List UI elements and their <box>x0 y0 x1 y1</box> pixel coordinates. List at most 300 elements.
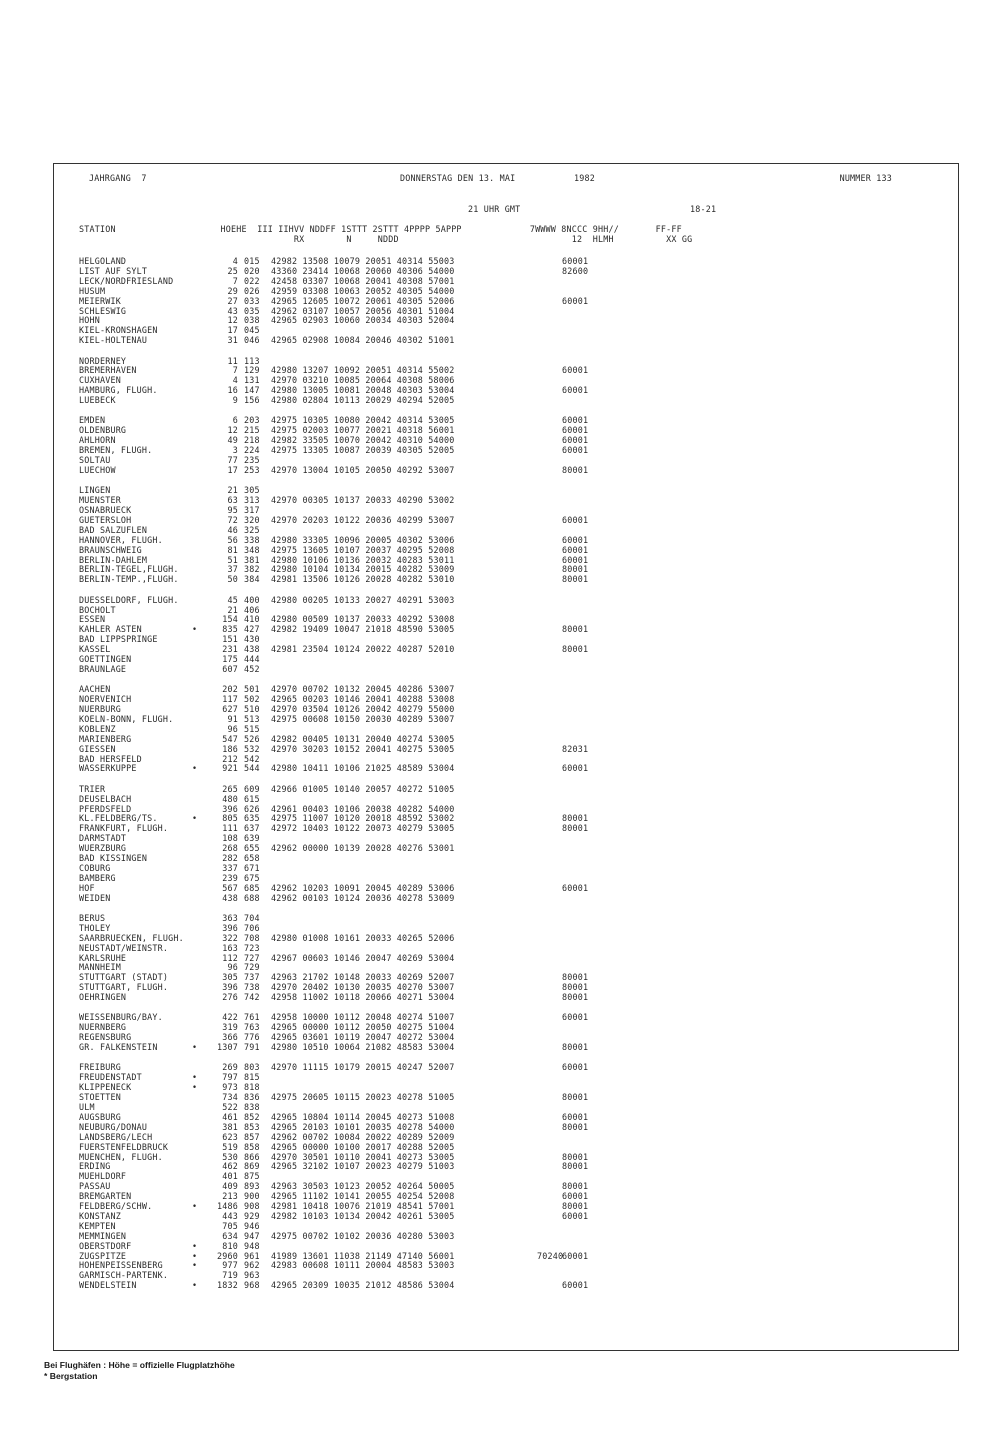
station-number: 706 <box>244 922 260 933</box>
station-row <box>54 1102 958 1112</box>
synop-groups: 42962 00702 10084 20022 40289 52009 <box>271 1131 455 1142</box>
cloud-group: 60001 <box>562 1062 589 1073</box>
station-number: 131 <box>244 375 260 386</box>
station-number: 908 <box>244 1201 260 1211</box>
station-number: 947 <box>244 1230 260 1241</box>
station-name: MARIENBERG <box>79 733 132 744</box>
station-name: PFERDSFELD <box>79 803 132 814</box>
synop-groups: 42981 23504 10124 20022 40287 52010 <box>271 644 455 655</box>
station-number: 253 <box>244 464 260 475</box>
synop-groups: 42975 13305 10087 20039 40305 52005 <box>271 445 455 456</box>
cloud-group: 60001 <box>562 1250 589 1261</box>
station-height: 381 <box>222 1121 238 1132</box>
station-height: 269 <box>222 1062 238 1073</box>
station-row <box>54 545 958 555</box>
station-row <box>54 306 958 316</box>
cloud-group: 60001 <box>562 365 589 376</box>
report-year: 1982 <box>574 173 595 183</box>
station-name: WENDELSTEIN <box>79 1280 137 1291</box>
station-height: 401 <box>222 1171 238 1182</box>
cloud-group: 80001 <box>562 464 589 475</box>
station-name: KONSTANZ <box>79 1210 121 1221</box>
station-number: 803 <box>244 1062 260 1073</box>
station-height: 212 <box>222 753 238 764</box>
station-name: NEUSTADT/WEINSTR. <box>79 942 169 953</box>
station-number: 452 <box>244 663 260 674</box>
station-name: BERUS <box>79 912 106 923</box>
station-number: 427 <box>244 624 260 635</box>
synop-groups: 42972 10403 10122 20073 40279 53005 <box>271 823 455 834</box>
station-row <box>54 1171 958 1181</box>
station-row <box>54 1241 958 1251</box>
station-name: WASSERKUPPE <box>79 763 137 774</box>
station-row <box>54 385 958 395</box>
station-name: GUETERSLOH <box>79 514 132 525</box>
station-height: 607 <box>222 663 238 674</box>
station-number: 147 <box>244 385 260 396</box>
synop-groups: 42963 21702 10148 20033 40269 52007 <box>271 972 455 983</box>
mountain-marker: • <box>192 813 198 824</box>
cloud-group: 80001 <box>562 644 589 655</box>
station-number: 875 <box>244 1171 260 1182</box>
station-name: LECK/NORDFRIESLAND <box>79 275 174 286</box>
cloud-group: 60001 <box>562 1191 589 1202</box>
station-row <box>54 415 958 425</box>
station-row <box>54 664 958 674</box>
station-name: AACHEN <box>79 684 111 695</box>
station-row <box>54 1191 958 1201</box>
station-number: 857 <box>244 1131 260 1142</box>
cloud-group: 80001 <box>562 1092 589 1103</box>
station-row <box>54 853 958 863</box>
station-row <box>54 535 958 545</box>
station-number: 708 <box>244 932 260 943</box>
station-name: BAD SALZUFLEN <box>79 524 148 535</box>
station-row <box>54 744 958 754</box>
synop-groups: 42980 01008 10161 20033 40265 52006 <box>271 932 455 943</box>
station-name: BERLIN-TEGEL,FLUGH. <box>79 564 179 575</box>
station-number: 325 <box>244 524 260 535</box>
station-name: AHLHORN <box>79 435 116 446</box>
station-number: 513 <box>244 713 260 724</box>
cloud-group: 60001 <box>562 445 589 456</box>
station-height: 81 <box>227 544 238 555</box>
cloud-group: 60001 <box>562 256 589 266</box>
synop-groups: 42970 00702 10132 20045 40286 53007 <box>271 684 455 695</box>
station-height: 1832 <box>217 1280 238 1291</box>
station-height: 17 <box>227 325 238 336</box>
station-height: 4 <box>232 256 238 266</box>
station-height: 95 <box>227 505 238 515</box>
station-name: GIESSEN <box>79 743 116 754</box>
mountain-marker: • <box>192 1082 198 1093</box>
station-row <box>54 913 958 923</box>
cloud-group: 60001 <box>562 544 589 555</box>
station-row <box>54 505 958 515</box>
station-name: KIEL-KRONSHAGEN <box>79 325 158 336</box>
station-number: 962 <box>244 1260 260 1271</box>
station-name: HANNOVER, FLUGH. <box>79 534 163 545</box>
observation-time: 21 UHR GMT <box>468 204 521 214</box>
station-name: AUGSBURG <box>79 1111 121 1122</box>
station-number: 658 <box>244 853 260 863</box>
synop-groups: 42962 03107 10057 20056 40301 51004 <box>271 305 455 316</box>
station-row <box>54 784 958 794</box>
station-height: 56 <box>227 534 238 545</box>
station-name: PASSAU <box>79 1181 111 1192</box>
station-name: HOF <box>79 882 95 893</box>
station-height: 461 <box>222 1111 238 1122</box>
station-height: 21 <box>227 485 238 496</box>
station-name: FELDBERG/SCHW. <box>79 1201 153 1211</box>
synop-groups: 42958 10000 10112 20048 40274 51007 <box>271 1012 455 1023</box>
station-name: WUERZBURG <box>79 843 127 854</box>
station-row <box>54 923 958 933</box>
station-row <box>54 794 958 804</box>
station-number: 035 <box>244 305 260 316</box>
station-height: 49 <box>227 435 238 446</box>
station-height: 117 <box>222 694 238 705</box>
mountain-marker: • <box>192 1280 198 1291</box>
synop-groups: 42975 20605 10115 20023 40278 51005 <box>271 1092 455 1103</box>
station-height: 530 <box>222 1151 238 1162</box>
station-number: 502 <box>244 694 260 705</box>
station-number: 866 <box>244 1151 260 1162</box>
station-name: OBERSTDORF <box>79 1240 132 1251</box>
station-row <box>54 843 958 853</box>
station-height: 268 <box>222 843 238 854</box>
station-row <box>54 654 958 664</box>
station-row <box>54 804 958 814</box>
synop-groups: 42982 19409 10047 21018 48590 53005 <box>271 624 455 635</box>
synop-groups: 42965 20309 10035 21012 48586 53004 <box>271 1280 455 1291</box>
station-number: 046 <box>244 335 260 346</box>
station-row <box>54 1032 958 1042</box>
station-number: 704 <box>244 912 260 923</box>
station-row <box>54 724 958 734</box>
station-name: KOELN-BONN, FLUGH. <box>79 713 174 724</box>
station-number: 838 <box>244 1102 260 1112</box>
cloud-group: 80001 <box>562 992 589 1003</box>
synop-groups: 43360 23414 10068 20060 40306 54000 <box>271 265 455 276</box>
station-row <box>54 1142 958 1152</box>
station-number: 430 <box>244 634 260 645</box>
station-name: GOETTINGEN <box>79 654 132 664</box>
station-number: 317 <box>244 505 260 515</box>
cloud-group: 80001 <box>562 1161 589 1172</box>
station-height: 409 <box>222 1181 238 1192</box>
station-row <box>54 694 958 704</box>
station-name: TRIER <box>79 783 106 794</box>
station-name: HOHENPEISSENBERG <box>79 1260 163 1271</box>
station-name: OLDENBURG <box>79 425 127 436</box>
synop-groups: 42970 00305 10137 20033 40290 53002 <box>271 495 455 506</box>
station-name: STUTTGART, FLUGH. <box>79 982 169 993</box>
station-height: 163 <box>222 942 238 953</box>
mountain-marker: • <box>192 763 198 774</box>
station-height: 337 <box>222 862 238 873</box>
station-height: 213 <box>222 1191 238 1202</box>
synop-groups: 42965 00203 10146 20041 40288 53008 <box>271 694 455 705</box>
synop-groups: 42970 03210 10085 20064 40308 58006 <box>271 375 455 386</box>
station-name: EMDEN <box>79 415 106 426</box>
synop-groups: 42970 30203 10152 20041 40275 53005 <box>271 743 455 754</box>
station-height: 46 <box>227 524 238 535</box>
synop-groups: 42965 20103 10101 20035 40278 54000 <box>271 1121 455 1132</box>
footnote-mountain-station: * Bergstation <box>44 1371 98 1381</box>
station-row <box>54 1251 958 1261</box>
cloud-group: 80001 <box>562 1042 589 1053</box>
synop-groups: 42965 00000 10100 20017 40288 52005 <box>271 1141 455 1152</box>
station-row <box>54 276 958 286</box>
station-height: 96 <box>227 723 238 734</box>
station-height: 9 <box>232 395 238 406</box>
cloud-group: 60001 <box>562 1210 589 1221</box>
station-row <box>54 595 958 605</box>
station-name: NUERNBERG <box>79 1022 127 1033</box>
synop-groups: 42963 30503 10123 20052 40264 50005 <box>271 1181 455 1192</box>
station-height: 29 <box>227 285 238 296</box>
station-height: 634 <box>222 1230 238 1241</box>
station-row <box>54 1231 958 1241</box>
cloud-group: 60001 <box>562 763 589 774</box>
station-row <box>54 1221 958 1231</box>
cloud-group: 82600 <box>562 265 589 276</box>
station-name: THOLEY <box>79 922 111 933</box>
mountain-marker: • <box>192 1042 198 1053</box>
synop-groups: 42965 00000 10112 20050 40275 51004 <box>271 1022 455 1033</box>
station-row <box>54 1211 958 1221</box>
station-number: 320 <box>244 514 260 525</box>
station-height: 921 <box>222 763 238 774</box>
cloud-group: 60001 <box>562 415 589 426</box>
synop-groups: 42975 02003 10077 20021 40318 56001 <box>271 425 455 436</box>
report-date: DONNERSTAG DEN 13. MAI <box>400 173 516 183</box>
cloud-group: 60001 <box>562 1012 589 1023</box>
station-row <box>54 982 958 992</box>
station-name: DARMSTADT <box>79 833 127 844</box>
station-name: BREMEN, FLUGH. <box>79 445 153 456</box>
station-row <box>54 315 958 325</box>
station-number: 729 <box>244 962 260 973</box>
mountain-marker: • <box>192 624 198 635</box>
station-height: 973 <box>222 1082 238 1093</box>
column-header-line1: STATION HOEHE III IIHVV NDDFF 1STTT 2STTT 4PPPP 5APPP 7WWWW 8NCCC 9HH// FF-FF <box>79 224 682 234</box>
station-number: 635 <box>244 813 260 824</box>
station-row <box>54 574 958 584</box>
station-height: 37 <box>227 564 238 575</box>
station-name: KOBLENZ <box>79 723 116 734</box>
cloud-group: 80001 <box>562 564 589 575</box>
volume-label: JAHRGANG 7 <box>89 173 147 183</box>
station-number: 444 <box>244 654 260 664</box>
station-row <box>54 1280 958 1290</box>
station-height: 396 <box>222 982 238 993</box>
station-height: 17 <box>227 464 238 475</box>
station-name: NUERBURG <box>79 704 121 714</box>
mountain-marker: • <box>192 1250 198 1261</box>
synop-groups: 42975 13605 10107 20037 40295 52008 <box>271 544 455 555</box>
station-number: 609 <box>244 783 260 794</box>
station-number: 410 <box>244 614 260 625</box>
station-height: 63 <box>227 495 238 506</box>
station-row <box>54 365 958 375</box>
station-height: 231 <box>222 644 238 655</box>
station-row <box>54 644 958 654</box>
station-row <box>54 1042 958 1052</box>
synop-groups: 42980 00509 10137 20033 40292 53008 <box>271 614 455 625</box>
station-number: 022 <box>244 275 260 286</box>
column-header-line2: RX N NDDD 12 HLMH XX GG <box>79 234 693 244</box>
station-number: 655 <box>244 843 260 854</box>
synop-groups: 42961 00403 10106 20038 40282 54000 <box>271 803 455 814</box>
station-number: 338 <box>244 534 260 545</box>
station-height: 4 <box>232 375 238 386</box>
station-number: 761 <box>244 1012 260 1023</box>
station-name: BERLIN-TEMP.,FLUGH. <box>79 574 179 585</box>
station-row <box>54 813 958 823</box>
station-row <box>54 634 958 644</box>
station-row <box>54 335 958 345</box>
station-name: ESSEN <box>79 614 106 625</box>
station-name: NEUBURG/DONAU <box>79 1121 148 1132</box>
station-number: 406 <box>244 604 260 615</box>
station-name: MEMMINGEN <box>79 1230 127 1241</box>
station-number: 723 <box>244 942 260 953</box>
station-name: SCHLESWIG <box>79 305 127 316</box>
station-number: 929 <box>244 1210 260 1221</box>
station-name: HELGOLAND <box>79 256 127 266</box>
station-row <box>54 893 958 903</box>
station-row <box>54 823 958 833</box>
station-row <box>54 525 958 535</box>
synop-groups: 42980 10510 10064 21082 48583 53004 <box>271 1042 455 1053</box>
station-number: 626 <box>244 803 260 814</box>
station-name: BRAUNLAGE <box>79 663 127 674</box>
station-number: 858 <box>244 1141 260 1152</box>
synop-groups: 42970 13004 10105 20050 40292 53007 <box>271 464 455 475</box>
synop-groups: 42958 11002 10118 20066 40271 53004 <box>271 992 455 1003</box>
weather-report-sheet <box>53 163 959 1351</box>
station-name: BREMERHAVEN <box>79 365 137 376</box>
station-row <box>54 614 958 624</box>
station-row <box>54 266 958 276</box>
synop-groups: 42981 13506 10126 20028 40282 53010 <box>271 574 455 585</box>
station-number: 235 <box>244 455 260 465</box>
station-height: 438 <box>222 892 238 903</box>
station-number: 510 <box>244 704 260 714</box>
station-number: 532 <box>244 743 260 754</box>
station-number: 129 <box>244 365 260 376</box>
station-name: WEISSENBURG/BAY. <box>79 1012 163 1023</box>
station-row <box>54 455 958 465</box>
station-height: 31 <box>227 335 238 346</box>
station-height: 396 <box>222 922 238 933</box>
synop-groups: 42962 00103 10124 20036 40278 53009 <box>271 892 455 903</box>
synop-groups: 42975 00702 10102 20036 40280 53003 <box>271 1230 455 1241</box>
station-name: NORDERNEY <box>79 355 127 366</box>
station-number: 818 <box>244 1082 260 1093</box>
cloud-group: 60001 <box>562 425 589 436</box>
cloud-group: 80001 <box>562 972 589 983</box>
station-row <box>54 684 958 694</box>
station-row <box>54 714 958 724</box>
station-height: 11 <box>227 355 238 366</box>
station-height: 705 <box>222 1220 238 1231</box>
synop-groups: 42967 00603 10146 20047 40269 53004 <box>271 952 455 963</box>
synop-groups: 42965 02908 10084 20046 40302 51001 <box>271 335 455 346</box>
station-name: GARMISCH-PARTENK. <box>79 1270 169 1281</box>
station-name: BAD HERSFELD <box>79 753 142 764</box>
cloud-group: 60001 <box>562 435 589 446</box>
cloud-group: 60001 <box>562 1111 589 1122</box>
station-height: 443 <box>222 1210 238 1221</box>
station-name: HUSUM <box>79 285 106 296</box>
station-name: DUESSELDORF, FLUGH. <box>79 594 179 605</box>
station-number: 637 <box>244 823 260 834</box>
station-height: 45 <box>227 594 238 605</box>
cloud-group: 80001 <box>562 1151 589 1162</box>
station-row <box>54 435 958 445</box>
station-row <box>54 972 958 982</box>
station-number: 791 <box>244 1042 260 1053</box>
synop-groups: 42970 20402 10130 20035 40270 53007 <box>271 982 455 993</box>
station-row <box>54 1132 958 1142</box>
station-height: 7 <box>232 275 238 286</box>
synop-groups: 42959 03308 10063 20052 40305 54000 <box>271 285 455 296</box>
station-row <box>54 1062 958 1072</box>
synop-groups: 42962 00000 10139 20028 40276 53001 <box>271 843 455 854</box>
station-height: 265 <box>222 783 238 794</box>
station-number: 305 <box>244 485 260 496</box>
station-name: MUENSTER <box>79 495 121 506</box>
synop-groups: 42982 00405 10131 20040 40274 53005 <box>271 733 455 744</box>
station-number: 852 <box>244 1111 260 1122</box>
station-height: 112 <box>222 952 238 963</box>
station-height: 805 <box>222 813 238 824</box>
station-height: 21 <box>227 604 238 615</box>
station-row <box>54 962 958 972</box>
cloud-group: 60001 <box>562 514 589 525</box>
station-number: 685 <box>244 882 260 893</box>
station-name: WEIDEN <box>79 892 111 903</box>
station-row <box>54 465 958 475</box>
station-row <box>54 873 958 883</box>
station-height: 810 <box>222 1240 238 1251</box>
station-number: 203 <box>244 415 260 426</box>
cloud-group: 60001 <box>562 385 589 396</box>
station-number: 438 <box>244 644 260 655</box>
station-height: 154 <box>222 614 238 625</box>
synop-groups: 42980 10411 10106 21025 48589 53004 <box>271 763 455 774</box>
station-number: 615 <box>244 793 260 804</box>
station-number: 869 <box>244 1161 260 1172</box>
station-row <box>54 356 958 366</box>
station-height: 719 <box>222 1270 238 1281</box>
station-height: 977 <box>222 1260 238 1271</box>
station-number: 526 <box>244 733 260 744</box>
station-number: 224 <box>244 445 260 456</box>
cloud-group: 80001 <box>562 1201 589 1211</box>
station-name: OSNABRUECK <box>79 505 132 515</box>
cloud-group: 80001 <box>562 982 589 993</box>
synop-groups: 42980 10106 10136 20032 40283 53011 <box>271 554 455 565</box>
station-height: 567 <box>222 882 238 893</box>
station-row <box>54 1161 958 1171</box>
station-number: 156 <box>244 395 260 406</box>
station-height: 7 <box>232 365 238 376</box>
synop-groups: 42965 11102 10141 20055 40254 52008 <box>271 1191 455 1202</box>
